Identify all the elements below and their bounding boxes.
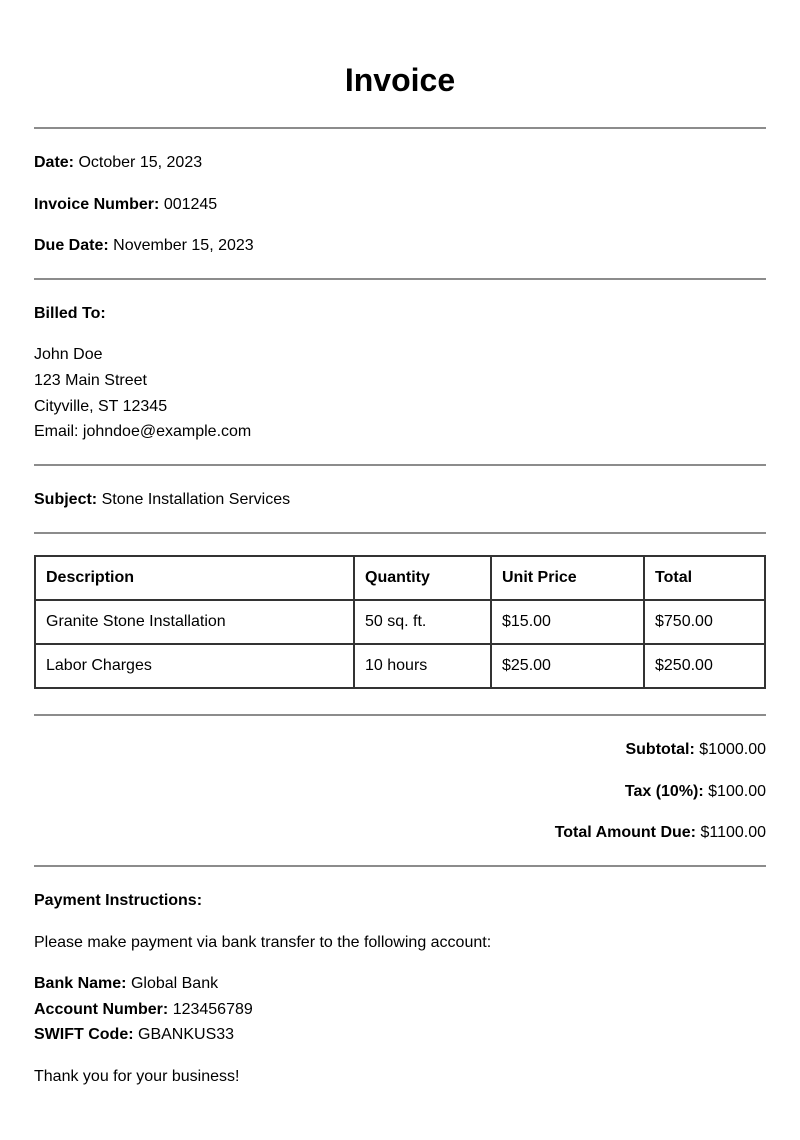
payment-instructions-heading: Payment Instructions:: [34, 892, 203, 909]
cell-total: $750.00: [644, 600, 765, 644]
invoice-date: [34, 153, 202, 173]
billed-to-label: Billed To:: [34, 305, 106, 322]
total-label: Total Amount Due:: [554, 824, 696, 841]
subtotal-label: Subtotal:: [625, 741, 695, 758]
swift-code-value: GBANKUS33: [138, 1026, 235, 1043]
cell-quantity: 50 sq. ft.: [354, 600, 491, 644]
invoice-number-value: 001245: [163, 196, 218, 213]
due-date-value: November 15, 2023: [113, 237, 254, 254]
account-number: [34, 1000, 253, 1020]
table-row: [35, 644, 765, 688]
swift-code-label: SWIFT Code:: [34, 1026, 134, 1043]
billed-to-email: Email: johndoe@example.com: [34, 423, 252, 440]
page-title: Invoice: [344, 62, 456, 98]
tax-label: Tax (10%):: [624, 783, 704, 800]
table-row: [35, 600, 765, 644]
cell-description: Labor Charges: [35, 644, 354, 688]
billed-to-city: Cityville, ST 12345: [34, 398, 168, 415]
subtotal-value: $1000.00: [699, 741, 766, 758]
subject: [34, 490, 290, 510]
date-label: Date:: [34, 154, 75, 171]
cell-unit-price: $15.00: [491, 600, 644, 644]
divider: [34, 127, 766, 129]
payment-instructions-text: Please make payment via bank transfer to the following account:: [34, 934, 492, 951]
divider: [34, 532, 766, 534]
account-number-value: 123456789: [172, 1001, 253, 1018]
line-items-table: [34, 555, 766, 689]
account-number-label: Account Number:: [34, 1001, 169, 1018]
date-value: October 15, 2023: [78, 154, 203, 171]
subtotal: [625, 740, 766, 760]
subject-value: Stone Installation Services: [101, 491, 291, 508]
billed-to-name: John Doe: [34, 346, 103, 363]
bank-name: [34, 974, 218, 994]
table-header-row: [35, 556, 765, 600]
cell-unit-price: $25.00: [491, 644, 644, 688]
due-date-label: Due Date:: [34, 237, 109, 254]
column-header-unit-price: Unit Price: [491, 556, 644, 600]
bank-name-label: Bank Name:: [34, 975, 127, 992]
total-value: $1100.00: [700, 824, 766, 841]
bank-name-value: Global Bank: [130, 975, 219, 992]
divider: [34, 865, 766, 867]
invoice-number: [34, 195, 217, 215]
divider: [34, 714, 766, 716]
tax-value: $100.00: [708, 783, 766, 800]
total-amount-due: [555, 823, 766, 843]
thank-you-note: Thank you for your business!: [34, 1068, 240, 1085]
cell-quantity: 10 hours: [354, 644, 491, 688]
billed-to-street: 123 Main Street: [34, 372, 147, 389]
swift-code: [34, 1025, 234, 1045]
column-header-description: Description: [35, 556, 354, 600]
tax: [625, 782, 766, 802]
due-date: [34, 236, 254, 256]
column-header-total: Total: [644, 556, 765, 600]
cell-total: $250.00: [644, 644, 765, 688]
cell-description: Granite Stone Installation: [35, 600, 354, 644]
invoice-number-label: Invoice Number:: [34, 196, 160, 213]
divider: [34, 464, 766, 466]
column-header-quantity: Quantity: [354, 556, 491, 600]
divider: [34, 278, 766, 280]
subject-label: Subject:: [34, 491, 98, 508]
